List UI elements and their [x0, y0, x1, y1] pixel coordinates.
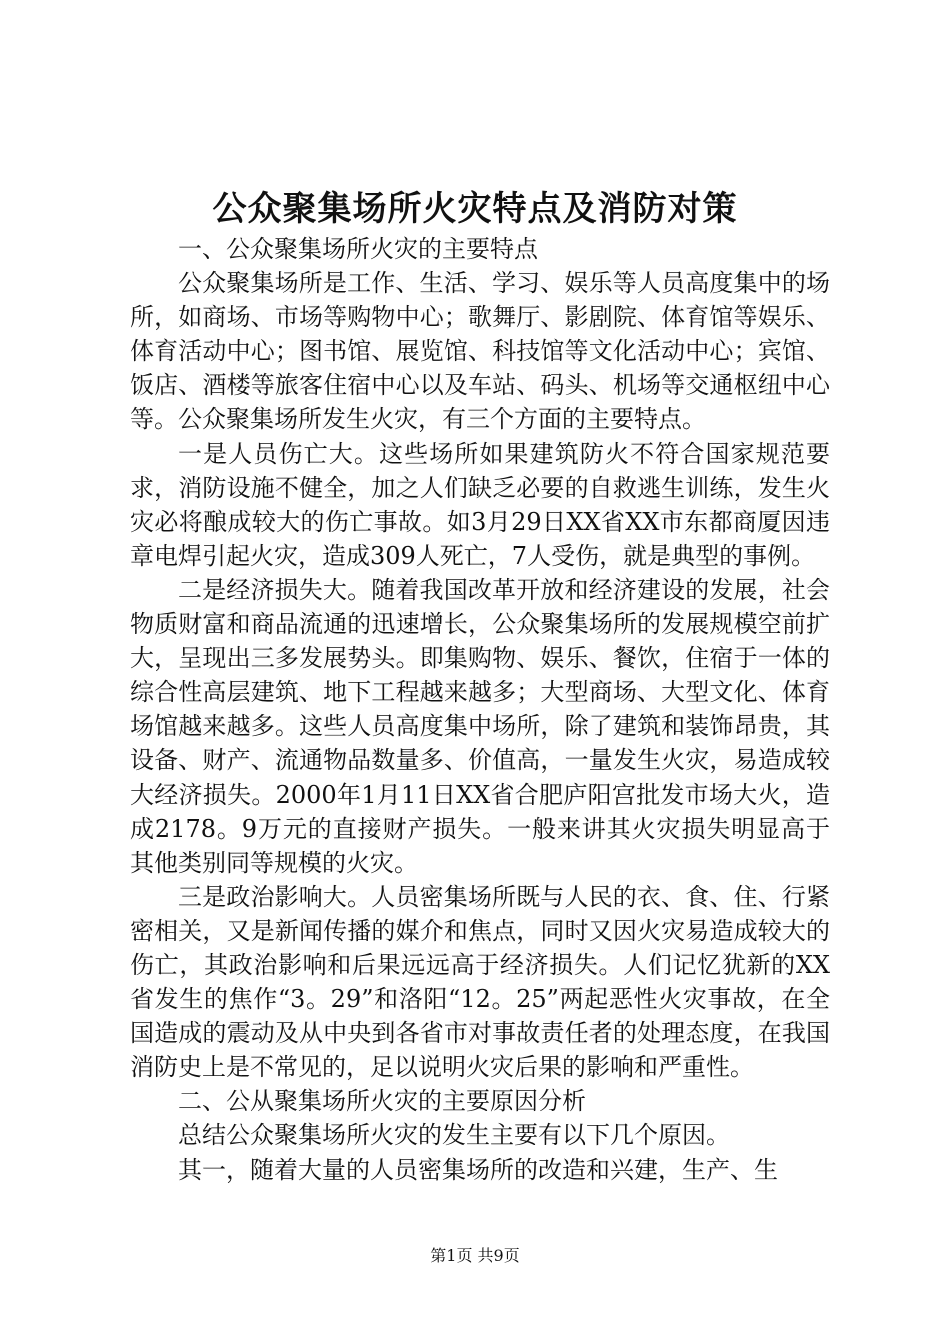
section-heading-2: 二、公从聚集场所火灾的主要原因分析	[178, 1087, 586, 1116]
paragraph-economic-loss: 二是经济损失大。随着我国改革开放和经济建设的发展，社会物质财富和商品流通的迅速增长，公众聚集场所的发展规模空前扩大，呈现出三多发展势头。即集购物、娱乐、餐饮，住宿于一体的综合性高层建筑、地下工程越来越多；大型商场、大型文化、体育场馆越来越多。这些人员高度集中场所，除了建筑和装饰昂贵，其设备、财产、流通物品数量多、价值高，一量发生火灾，易造成较大经济损失。2000年1月11日XX省合肥庐阳宫批发市场大火，造成2178。9万元的直接财产损失。一般来讲其火灾损失明显高于其他类别同等规模的火灾。	[130, 575, 830, 877]
paragraph-intro: 公众聚集场所是工作、生活、学习、娱乐等人员高度集中的场所，如商场、市场等购物中心；歌舞厅、影剧院、体育馆等娱乐、体育活动中心；图书馆、展览馆、科技馆等文化活动中心；宾馆、饭店、酒楼等旅客住宿中心以及车站、码头、机场等交通枢纽中心等。公众聚集场所发生火灾，有三个方面的主要特点。	[130, 269, 830, 434]
section-heading-1: 一、公众聚集场所火灾的主要特点	[178, 235, 538, 263]
paragraph-political-impact: 三是政治影响大。人员密集场所既与人民的衣、食、住、行紧密相关，又是新闻传播的媒介和焦点，同时又因火灾易造成较大的伤亡，其政治影响和后果远远高于经济损失。人们记忆犹新的XX省发生的焦作“3。29”和洛阳“12。25”两起恶性火灾事故，在全国造成的震动及从中央到各省市对事故责任者的处理态度，在我国消防史上是不常见的，足以说明火灾后果的影响和严重性。	[130, 882, 830, 1082]
paragraph-summary: 总结公众聚集场所火灾的发生主要有以下几个原因。	[178, 1121, 730, 1150]
page-footer: 第1页 共9页	[430, 1246, 520, 1265]
document-body	[130, 232, 830, 1187]
paragraph-reason-1: 其一，随着大量的人员密集场所的改造和兴建，生产、生	[178, 1155, 778, 1184]
paragraph-casualties: 一是人员伤亡大。这些场所如果建筑防火不符合国家规范要求，消防设施不健全，加之人们缺乏必要的自救逃生训练，发生火灾必将酿成较大的伤亡事故。如3月29日XX省XX市东都商厦因违章电焊引起火灾，造成309人死亡，7人受伤，就是典型的事例。	[130, 439, 830, 570]
document-title: 公众聚集场所火灾特点及消防对策	[212, 189, 738, 229]
